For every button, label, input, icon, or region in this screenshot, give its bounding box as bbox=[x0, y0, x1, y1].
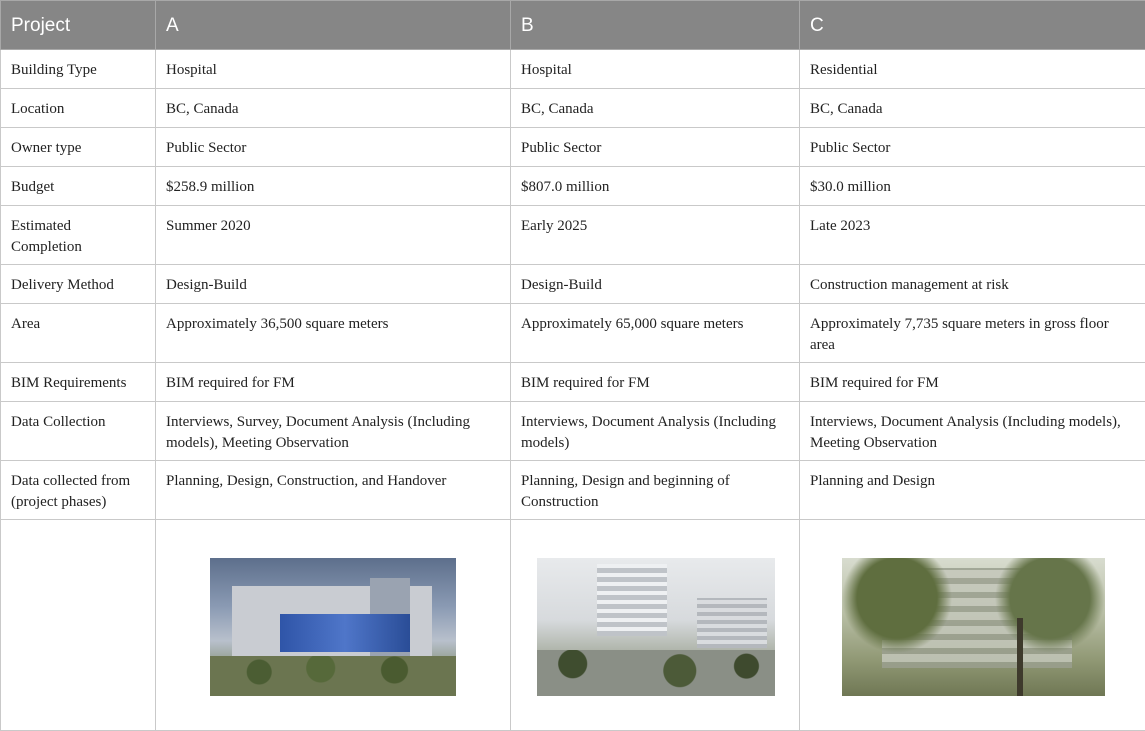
cell-c: Public Sector bbox=[800, 128, 1145, 167]
header-a: A bbox=[156, 1, 511, 50]
cell-a: Summer 2020 bbox=[156, 206, 511, 265]
cell-c: Construction management at risk bbox=[800, 265, 1145, 304]
table-row bbox=[1, 363, 1145, 402]
header-row bbox=[1, 1, 1145, 50]
table-row bbox=[1, 304, 1145, 363]
table-row bbox=[1, 461, 1145, 520]
cell-a: Planning, Design, Construction, and Handover bbox=[156, 461, 511, 520]
image-cell-b bbox=[511, 520, 800, 731]
row-label: Data collected from (project phases) bbox=[1, 461, 156, 520]
cell-c: BC, Canada bbox=[800, 89, 1145, 128]
cell-c: Interviews, Document Analysis (Including models), Meeting Observation bbox=[800, 402, 1145, 461]
trees-shape bbox=[210, 656, 456, 696]
image-cell-a bbox=[156, 520, 511, 731]
cell-b: Interviews, Document Analysis (Including models) bbox=[511, 402, 800, 461]
row-label: Estimated Completion bbox=[1, 206, 156, 265]
cell-c: $30.0 million bbox=[800, 167, 1145, 206]
cell-a: $258.9 million bbox=[156, 167, 511, 206]
cell-b: Hospital bbox=[511, 50, 800, 89]
cell-a: BC, Canada bbox=[156, 89, 511, 128]
image-row-label bbox=[1, 520, 156, 731]
header-c: C bbox=[800, 1, 1145, 50]
cell-b: BIM required for FM bbox=[511, 363, 800, 402]
header-b: B bbox=[511, 1, 800, 50]
cell-a: Approximately 36,500 square meters bbox=[156, 304, 511, 363]
image-cell-c bbox=[800, 520, 1145, 731]
table-row bbox=[1, 50, 1145, 89]
cell-a: Hospital bbox=[156, 50, 511, 89]
cell-c: Planning and Design bbox=[800, 461, 1145, 520]
cell-b: Public Sector bbox=[511, 128, 800, 167]
cell-b: Early 2025 bbox=[511, 206, 800, 265]
cell-a: Design-Build bbox=[156, 265, 511, 304]
building-shape bbox=[697, 598, 767, 648]
row-label: Delivery Method bbox=[1, 265, 156, 304]
cell-b: Approximately 65,000 square meters bbox=[511, 304, 800, 363]
table-row bbox=[1, 265, 1145, 304]
table-row bbox=[1, 128, 1145, 167]
table-row bbox=[1, 402, 1145, 461]
row-label: Area bbox=[1, 304, 156, 363]
plaza-shape bbox=[537, 650, 775, 696]
table-row bbox=[1, 89, 1145, 128]
cell-c: Approximately 7,735 square meters in gross floor area bbox=[800, 304, 1145, 363]
row-label: Data Collection bbox=[1, 402, 156, 461]
row-label: Location bbox=[1, 89, 156, 128]
row-label: Budget bbox=[1, 167, 156, 206]
row-label: Building Type bbox=[1, 50, 156, 89]
image-row bbox=[1, 520, 1145, 731]
cell-b: Design-Build bbox=[511, 265, 800, 304]
tower-shape bbox=[597, 564, 667, 636]
cell-c: Residential bbox=[800, 50, 1145, 89]
cell-a: Interviews, Survey, Document Analysis (Including models), Meeting Observation bbox=[156, 402, 511, 461]
cell-b: $807.0 million bbox=[511, 167, 800, 206]
cell-c: BIM required for FM bbox=[800, 363, 1145, 402]
tree-shape bbox=[842, 558, 952, 658]
cell-a: Public Sector bbox=[156, 128, 511, 167]
tree-trunk-shape bbox=[1017, 618, 1023, 696]
row-label: BIM Requirements bbox=[1, 363, 156, 402]
blue-facade-shape bbox=[280, 614, 410, 652]
project-c-rendering bbox=[842, 558, 1105, 696]
tree-shape bbox=[995, 558, 1105, 658]
cell-c: Late 2023 bbox=[800, 206, 1145, 265]
project-b-rendering bbox=[537, 558, 775, 696]
cell-a: BIM required for FM bbox=[156, 363, 511, 402]
row-label: Owner type bbox=[1, 128, 156, 167]
cell-b: BC, Canada bbox=[511, 89, 800, 128]
table-row bbox=[1, 167, 1145, 206]
table-row bbox=[1, 206, 1145, 265]
header-project: Project bbox=[1, 1, 156, 50]
project-a-rendering bbox=[210, 558, 456, 696]
cell-b: Planning, Design and beginning of Construction bbox=[511, 461, 800, 520]
